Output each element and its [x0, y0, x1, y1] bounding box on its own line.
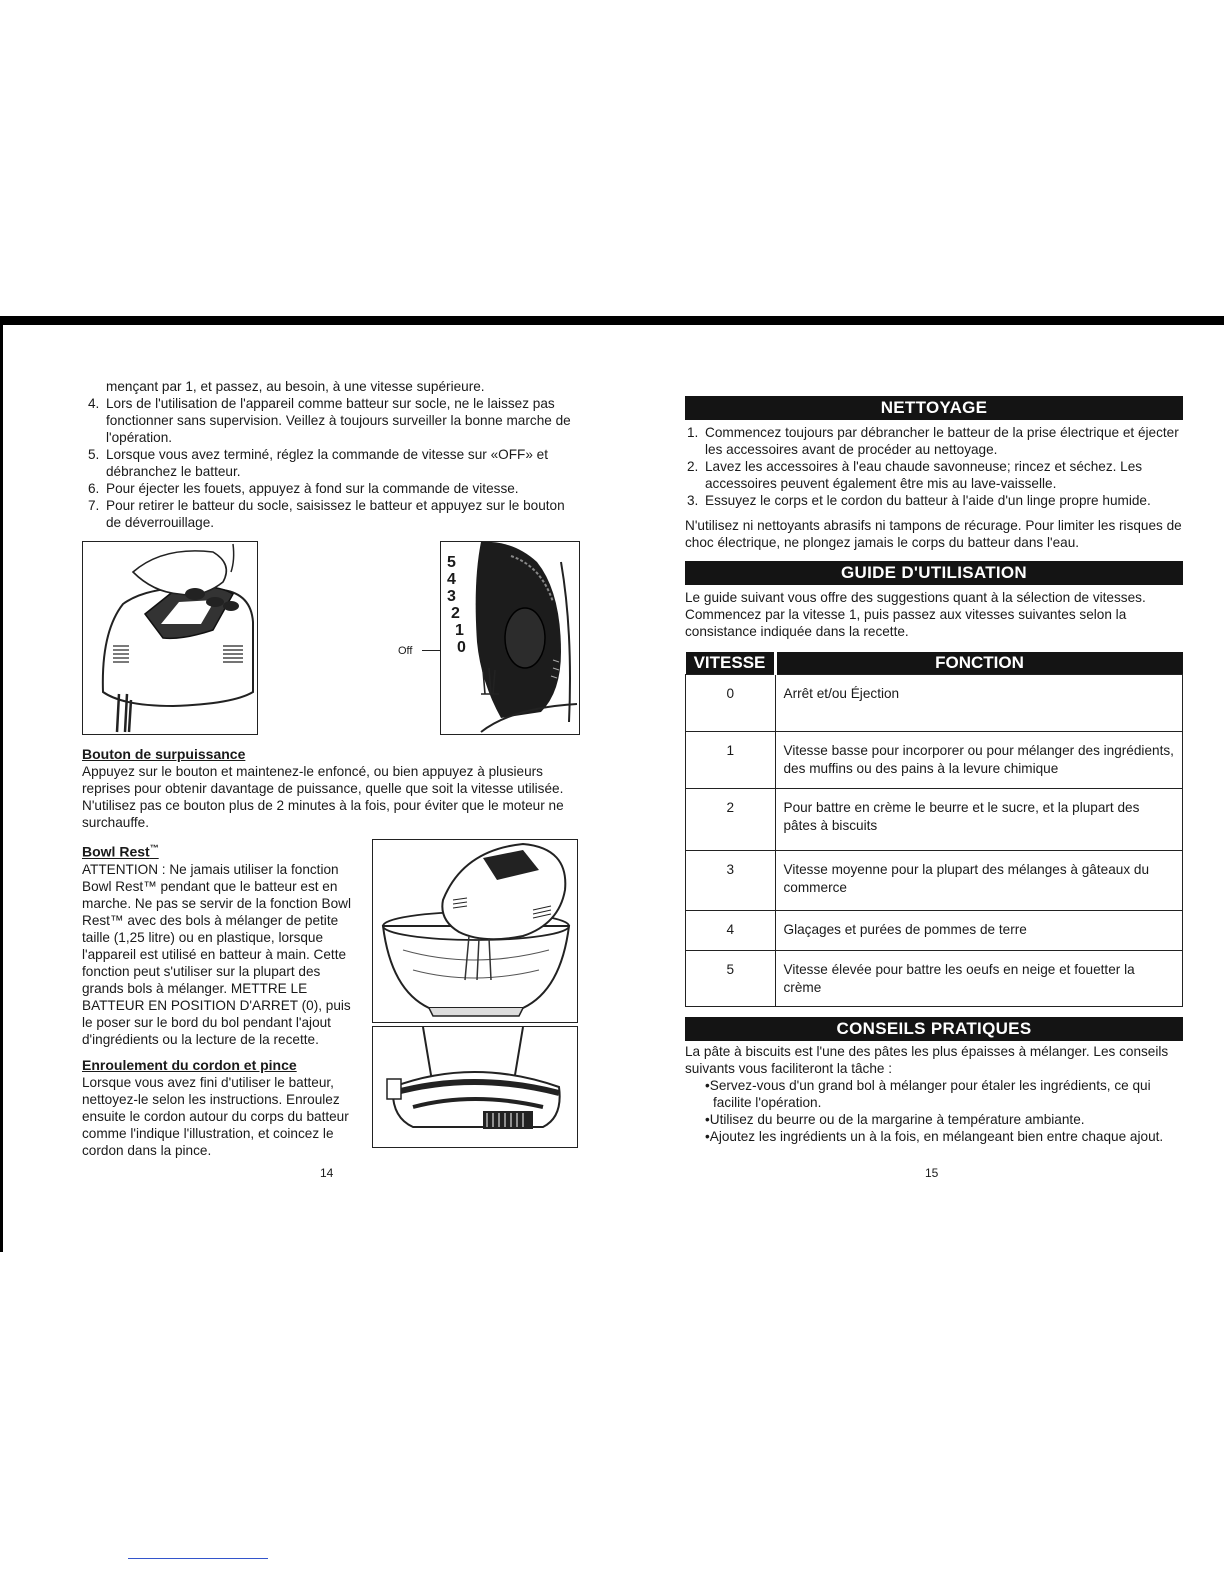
right-page-number: 15 [925, 1166, 939, 1180]
speed-header: VITESSE [686, 652, 776, 675]
bowl-rest-heading: Bowl Rest™ [82, 843, 159, 860]
cord-wrap-illustration [372, 1026, 578, 1148]
function-header: FONCTION [775, 652, 1183, 675]
guide-intro: Le guide suivant vous offre des suggestions quant à la sélection de vitesses. Commencez par la vitesse 1, puis passez aux vitesses suivantes selon la consistance indiquée dans la recette. [685, 590, 1146, 639]
cleaning-banner: NETTOYAGE [685, 396, 1183, 420]
tips-banner: CONSEILS PRATIQUES [685, 1017, 1183, 1041]
mixer-hand-icon [83, 542, 257, 734]
cleaning-steps [685, 424, 1183, 509]
cleaning-step: 1. Commencez toujours par débrancher le batteur de la prise électrique et éjecter les accessoires avant de procéder au nettoyage. [687, 425, 1179, 457]
left-page [82, 378, 582, 1159]
step-item: 4. Lors de l'utilisation de l'appareil comme batteur sur socle, ne le laissez pas fonctionner sans supervision. Veillez à toujours surveiller la bonne marche de l'opération. [88, 396, 571, 445]
tip-item: •Utilisez du beurre ou de la margarine à température ambiante. [705, 1112, 1085, 1127]
table-row: 2 Pour battre en crème le beurre et le sucre, et la plupart des pâtes à biscuits [686, 789, 1183, 851]
bowl-rest-text: ATTENTION : Ne jamais utiliser la fonction Bowl Rest™ pendant que le batteur est en marche. Ne pas se servir de la fonction Bowl Rest™ avec des bols à mélanger de petite taille (1,25 litre) ou en plastique, lorsque l'appareil est utilisé en batteur à main. Cette fonction peut s'utiliser sur la plupart des grands bols à mélanger. METTRE LE BATTEUR EN POSITION D'ARRET (0), puis le poser sur le bord du bol pendant l'ajout d'ingrédients ou la lecture de la recette. [82, 861, 351, 1047]
right-page [685, 396, 1183, 1145]
cleaning-note: N'utilisez ni nettoyants abrasifs ni tampons de récurage. Pour limiter les risques de choc électrique, ne plongez jamais le corps du batteur dans l'eau. [685, 518, 1182, 550]
boost-text: Appuyez sur le bouton et maintenez-le enfoncé, ou bien appuyez à plusieurs reprises pour obtenir davantage de puissance, quelle que soit la vitesse utilisée. N'utilisez pas ce bouton plus de 2 minutes à la fois, pour éviter que le moteur ne surchauffe. [82, 764, 564, 830]
tip-item: •Ajoutez les ingrédients un à la fois, en mélangeant bien entre chaque ajout. [705, 1129, 1164, 1144]
dial-speed-numbers: 5 4 3 2 1 0 [447, 554, 466, 656]
usage-steps [82, 395, 582, 531]
boost-section [82, 745, 582, 831]
top-rule [0, 316, 1224, 325]
table-row: 0 Arrêt et/ou Éjection [686, 675, 1183, 732]
intro-continuation: mençant par 1, et passez, au besoin, à une vitesse supérieure. [106, 379, 485, 394]
table-row: 1 Vitesse basse pour incorporer ou pour mélanger des ingrédients, des muffins ou des pains à la levure chimique [686, 732, 1183, 789]
bowl-rest-illustration [372, 839, 578, 1023]
cleaning-step: 3. Essuyez le corps et le cordon du batteur à l'aide d'un linge propre humide. [687, 493, 1151, 508]
table-row: 5 Vitesse élevée pour battre les oeufs en neige et fouetter la crème [686, 951, 1183, 1007]
figures-row [82, 541, 582, 737]
table-row: 3 Vitesse moyenne pour la plupart des mélanges à gâteaux du commerce [686, 851, 1183, 911]
cord-text: Lorsque vous avez fini d'utiliser le batteur, nettoyez-le selon les instructions. Enroulez ensuite le cordon autour du corps du batteur comme l'indique l'illustration, et coincez le cordon dans la pince. [82, 1074, 349, 1158]
guide-banner: GUIDE D'UTILISATION [685, 561, 1183, 585]
tips-intro: La pâte à biscuits est l'une des pâtes les plus épaisses à mélanger. Les conseils suivants vous faciliteront la tâche : [685, 1044, 1169, 1076]
cord-clip-icon [373, 1027, 577, 1147]
left-page-number: 14 [320, 1166, 334, 1180]
left-rule [0, 316, 3, 1252]
step-item: 5. Lorsque vous avez terminé, réglez la commande de vitesse sur «OFF» et débranchez le batteur. [88, 447, 549, 479]
step-item: 7. Pour retirer le batteur du socle, saisissez le batteur et appuyez sur le bouton de déverrouillage. [88, 498, 565, 530]
mixer-release-illustration [82, 541, 258, 735]
off-label: Off [398, 645, 413, 657]
speed-table-header [686, 652, 1183, 675]
speed-dial-illustration [440, 541, 580, 735]
bowl-rest-section [82, 839, 582, 1048]
tip-item: •Servez-vous d'un grand bol à mélanger pour étaler les ingrédients, ce qui facilite l'opération. [705, 1078, 1151, 1110]
table-row: 4 Glaçages et purées de pommes de terre [686, 911, 1183, 951]
tips-list [685, 1077, 1183, 1145]
speed-table [685, 652, 1183, 1007]
step-item: 6. Pour éjecter les fouets, appuyez à fond sur la commande de vitesse. [88, 481, 519, 496]
cord-heading: Enroulement du cordon et pince [82, 1056, 297, 1073]
cord-section [82, 1056, 582, 1159]
bottom-link-underline [128, 1558, 268, 1559]
cleaning-step: 2. Lavez les accessoires à l'eau chaude savonneuse; rincez et séchez. Les accessoires peuvent également être mis au lave-vaisselle. [687, 459, 1143, 491]
mixer-on-bowl-icon [373, 840, 577, 1022]
boost-heading: Bouton de surpuissance [82, 746, 246, 762]
